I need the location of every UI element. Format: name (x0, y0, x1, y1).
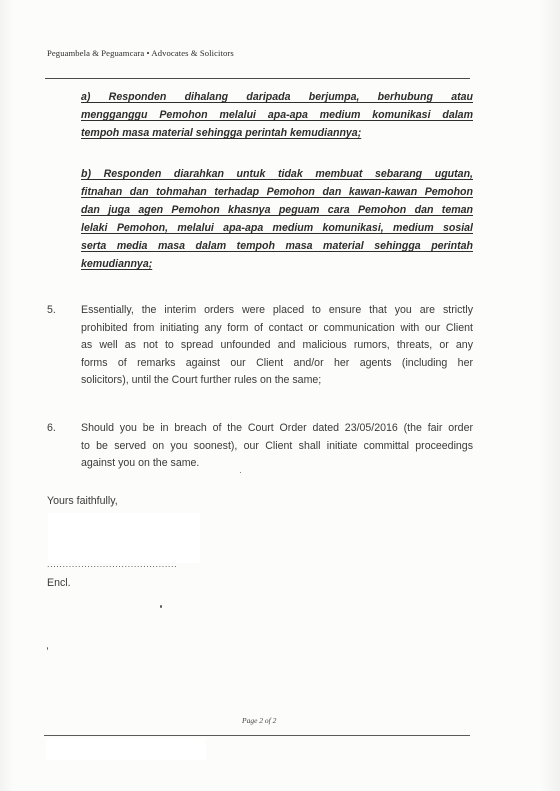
scan-speck (160, 605, 162, 608)
clause-b-line: dan juga agen Pemohon khasnya peguam cara Pemohon dan teman (81, 204, 473, 216)
paragraph-line: Essentially, the interim orders were placed to ensure that you are strictly (81, 304, 473, 316)
letterhead-firm-name: Peguambela & Peguamcara • Advocates & Solicitors (47, 48, 234, 58)
signature-line: .......................................... (47, 559, 178, 569)
clause-b-line: serta media masa dalam tempoh masa material sehingga perintah (81, 240, 473, 252)
clause-a-line: tempoh masa material sehingga perintah kemudiannya; (81, 127, 362, 139)
paragraph-line: as well as not to spread unfounded and malicious rumors, threats, or any (81, 339, 473, 352)
footer-redaction (46, 738, 206, 760)
paragraph-line: to be served on you soonest), our Client shall initiate committal proceedings (81, 439, 473, 452)
scan-speck (240, 472, 241, 473)
paragraph-text (81, 420, 473, 473)
paragraph-line: prohibited from initiating any form of contact or communication with our Client (81, 321, 473, 334)
footer-rule (44, 735, 470, 736)
closing-salutation: Yours faithfully, (47, 495, 118, 507)
paragraph-line: solicitors), until the Court further rules on the same; (81, 374, 322, 387)
clause-b (81, 165, 473, 273)
header-rule (45, 78, 470, 79)
clause-a (81, 88, 473, 142)
paragraph-line: Should you be in breach of the Court Order dated 23/05/2016 (the fair order (81, 422, 473, 434)
signature-redaction (48, 513, 200, 563)
paragraph-text (81, 302, 473, 390)
clause-b-line: kemudiannya; (81, 258, 153, 270)
paragraph-number: 5. (47, 304, 56, 316)
page-number: Page 2 of 2 (242, 716, 277, 725)
scan-speck (47, 647, 48, 650)
paragraph-line: against you on the same. (81, 457, 200, 470)
clause-b-line: b) Responden diarahkan untuk tidak membuat sebarang ugutan, (81, 168, 473, 180)
clause-b-line: fitnahan dan tohmahan terhadap Pemohon dan kawan-kawan Pemohon (81, 186, 473, 198)
enclosure-label: Encl. (47, 577, 71, 589)
paragraph-line: forms of remarks against our Client and/or her agents (including her (81, 356, 473, 369)
clause-a-line: a) Responden dihalang daripada berjumpa, berhubung atau (81, 91, 473, 103)
clause-a-line: mengganggu Pemohon melalui apa-apa medium komunikasi dalam (81, 109, 473, 121)
clause-b-line: lelaki Pemohon, melalui apa-apa medium komunikasi, medium sosial (81, 222, 473, 234)
paragraph-number: 6. (47, 422, 56, 434)
